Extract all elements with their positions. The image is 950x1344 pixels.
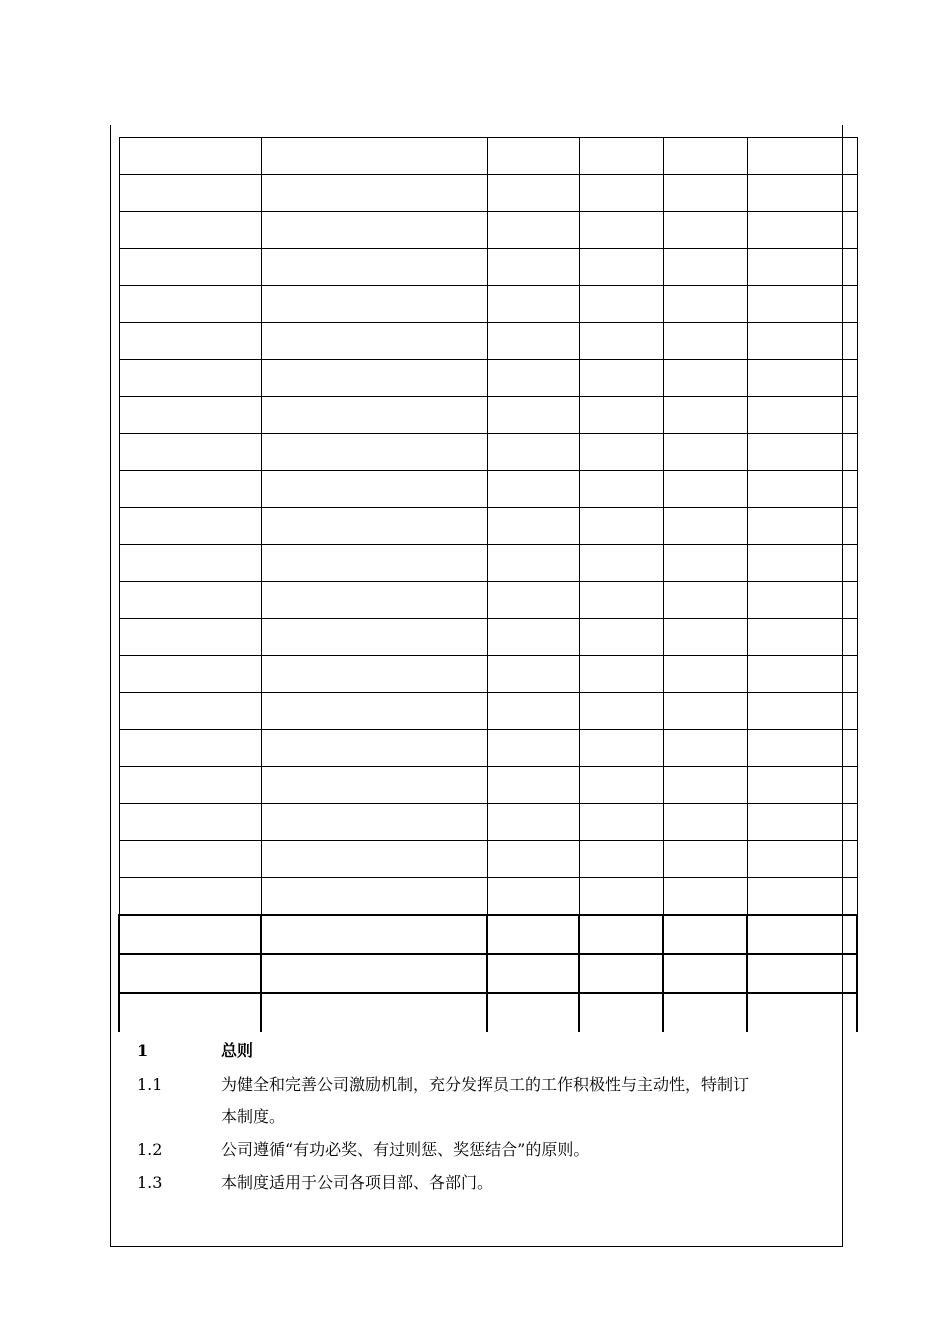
- table-cell: [261, 175, 487, 212]
- table-cell: [747, 545, 857, 582]
- table-cell: [119, 434, 261, 471]
- table-cell: [487, 804, 579, 841]
- frame-left-line: [110, 125, 111, 1247]
- table-cell: [487, 878, 579, 916]
- table-cell: [487, 693, 579, 730]
- table-cell: [119, 545, 261, 582]
- table-row: [119, 730, 857, 767]
- table-cell: [261, 397, 487, 434]
- table-cell: [261, 993, 487, 1032]
- table-row: [119, 286, 857, 323]
- table-row: [119, 138, 857, 175]
- table-cell: [487, 360, 579, 397]
- table-cell: [663, 730, 747, 767]
- table-cell: [119, 804, 261, 841]
- table-cell: [261, 619, 487, 656]
- table-cell: [747, 841, 857, 878]
- table-cell: [487, 545, 579, 582]
- table-row: [119, 767, 857, 804]
- table-row: [119, 249, 857, 286]
- table-cell: [579, 360, 663, 397]
- table-cell: [487, 993, 579, 1032]
- table-row: [119, 397, 857, 434]
- table-cell: [119, 915, 261, 954]
- table-cell: [261, 508, 487, 545]
- table-cell: [261, 804, 487, 841]
- table-cell: [663, 993, 747, 1032]
- table-cell: [579, 767, 663, 804]
- table-cell: [747, 323, 857, 360]
- item-number: 1.3: [137, 1173, 163, 1192]
- table-cell: [487, 138, 579, 175]
- table-cell: [261, 249, 487, 286]
- table-row: [119, 619, 857, 656]
- table-cell: [487, 249, 579, 286]
- table-row: [119, 508, 857, 545]
- table-cell: [487, 175, 579, 212]
- table-cell: [261, 360, 487, 397]
- table-cell: [261, 693, 487, 730]
- table-cell: [579, 434, 663, 471]
- table-cell: [663, 360, 747, 397]
- table-cell: [663, 545, 747, 582]
- table-cell: [261, 138, 487, 175]
- table-cell: [119, 249, 261, 286]
- table-cell: [261, 545, 487, 582]
- table-cell: [119, 286, 261, 323]
- table-cell: [663, 878, 747, 916]
- table-row: [119, 915, 857, 954]
- table-cell: [663, 954, 747, 993]
- table-cell: [579, 582, 663, 619]
- table-row: [119, 360, 857, 397]
- table-row: [119, 175, 857, 212]
- table-cell: [261, 434, 487, 471]
- table-cell: [119, 656, 261, 693]
- item-number: 1.2: [137, 1140, 163, 1159]
- table-cell: [119, 175, 261, 212]
- table-cell: [261, 582, 487, 619]
- table-cell: [119, 508, 261, 545]
- table-cell: [261, 841, 487, 878]
- table-row: [119, 434, 857, 471]
- table-cell: [579, 656, 663, 693]
- table-cell: [747, 138, 857, 175]
- table-cell: [579, 545, 663, 582]
- table-cell: [579, 471, 663, 508]
- table-cell: [487, 471, 579, 508]
- table-cell: [663, 397, 747, 434]
- revision-table: [118, 137, 858, 1032]
- table-cell: [663, 656, 747, 693]
- table-cell: [663, 323, 747, 360]
- table-cell: [579, 730, 663, 767]
- table-cell: [747, 212, 857, 249]
- table-cell: [579, 323, 663, 360]
- table-cell: [747, 508, 857, 545]
- table-cell: [119, 619, 261, 656]
- table-cell: [747, 360, 857, 397]
- table-cell: [747, 582, 857, 619]
- table-cell: [487, 212, 579, 249]
- table-row: [119, 841, 857, 878]
- item-text-line: 公司遵循“有功必奖、有过则惩、奖惩结合”的原则。: [221, 1140, 590, 1159]
- table-cell: [747, 286, 857, 323]
- table-cell: [747, 619, 857, 656]
- table-cell: [487, 323, 579, 360]
- table-cell: [579, 954, 663, 993]
- table-cell: [663, 619, 747, 656]
- table-body: [119, 138, 857, 1033]
- table-cell: [747, 656, 857, 693]
- table-row: [119, 804, 857, 841]
- table-row: [119, 323, 857, 360]
- table-cell: [261, 954, 487, 993]
- table-cell: [261, 767, 487, 804]
- table-cell: [119, 138, 261, 175]
- table-cell: [579, 397, 663, 434]
- table-cell: [747, 730, 857, 767]
- table-cell: [579, 993, 663, 1032]
- table-cell: [119, 471, 261, 508]
- table-cell: [663, 693, 747, 730]
- table-cell: [487, 954, 579, 993]
- table-cell: [119, 841, 261, 878]
- table-row: [119, 471, 857, 508]
- table-cell: [663, 286, 747, 323]
- table-row: [119, 993, 857, 1032]
- table-cell: [579, 878, 663, 916]
- table-cell: [119, 767, 261, 804]
- table-cell: [663, 471, 747, 508]
- table-cell: [119, 212, 261, 249]
- table-cell: [487, 730, 579, 767]
- table-cell: [119, 993, 261, 1032]
- table-cell: [487, 397, 579, 434]
- table-cell: [579, 212, 663, 249]
- table-cell: [663, 175, 747, 212]
- table-cell: [119, 730, 261, 767]
- table-cell: [663, 841, 747, 878]
- table-cell: [579, 804, 663, 841]
- table-cell: [119, 878, 261, 916]
- table-row: [119, 545, 857, 582]
- table-cell: [663, 767, 747, 804]
- item-text-line: 本制度适用于公司各项目部、各部门。: [221, 1173, 494, 1192]
- frame-bottom-line: [110, 1246, 843, 1247]
- table-cell: [579, 175, 663, 212]
- table-cell: [747, 434, 857, 471]
- table-cell: [663, 434, 747, 471]
- table-cell: [119, 323, 261, 360]
- table-cell: [747, 175, 857, 212]
- table-cell: [747, 915, 857, 954]
- table-cell: [261, 730, 487, 767]
- table-cell: [487, 286, 579, 323]
- table-cell: [747, 693, 857, 730]
- table-cell: [261, 915, 487, 954]
- section-title: 总则: [221, 1041, 254, 1060]
- table-cell: [747, 471, 857, 508]
- section-number: 1: [137, 1041, 149, 1060]
- table-cell: [663, 508, 747, 545]
- table-cell: [663, 582, 747, 619]
- table-cell: [579, 693, 663, 730]
- table-cell: [579, 508, 663, 545]
- table-cell: [487, 915, 579, 954]
- table-cell: [119, 360, 261, 397]
- table-cell: [747, 397, 857, 434]
- table-row: [119, 954, 857, 993]
- table-cell: [579, 841, 663, 878]
- table-cell: [261, 286, 487, 323]
- table-cell: [487, 582, 579, 619]
- table-cell: [747, 954, 857, 993]
- table-cell: [579, 286, 663, 323]
- table-cell: [119, 582, 261, 619]
- table-cell: [663, 249, 747, 286]
- table-row: [119, 582, 857, 619]
- table-cell: [663, 915, 747, 954]
- table-row: [119, 693, 857, 730]
- table-row: [119, 878, 857, 916]
- table-cell: [579, 249, 663, 286]
- table-cell: [747, 804, 857, 841]
- table-cell: [487, 767, 579, 804]
- table-cell: [663, 138, 747, 175]
- table-cell: [747, 993, 857, 1032]
- table-row: [119, 212, 857, 249]
- table-cell: [261, 471, 487, 508]
- table-cell: [487, 434, 579, 471]
- table-cell: [663, 804, 747, 841]
- table-cell: [747, 249, 857, 286]
- table-cell: [663, 212, 747, 249]
- item-text-line: 为健全和完善公司激励机制，充分发挥员工的工作积极性与主动性，特制订: [221, 1075, 750, 1094]
- table-cell: [487, 619, 579, 656]
- item-number: 1.1: [137, 1075, 163, 1094]
- table-cell: [579, 915, 663, 954]
- table-cell: [487, 508, 579, 545]
- table-cell: [579, 619, 663, 656]
- table-cell: [261, 656, 487, 693]
- table-cell: [261, 212, 487, 249]
- table-cell: [487, 656, 579, 693]
- table-cell: [119, 693, 261, 730]
- table-row: [119, 656, 857, 693]
- table-cell: [747, 878, 857, 916]
- table-cell: [579, 138, 663, 175]
- table-cell: [747, 767, 857, 804]
- table-cell: [261, 323, 487, 360]
- table-cell: [487, 841, 579, 878]
- table-cell: [261, 878, 487, 916]
- table-cell: [119, 954, 261, 993]
- item-text-line: 本制度。: [221, 1107, 286, 1126]
- table-cell: [119, 397, 261, 434]
